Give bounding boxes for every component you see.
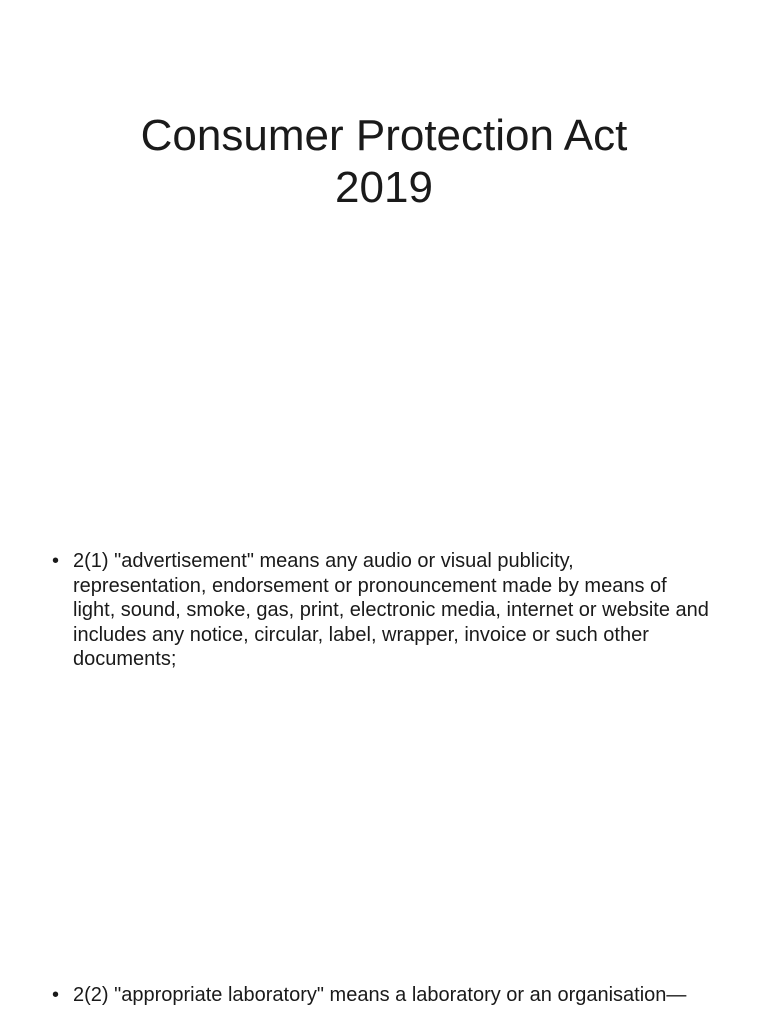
bullet-text-advertisement: 2(1) "advertisement" means any audio or visual publicity, representation, endorsement or pronouncement made by means of light, sound, smoke, gas, print, electronic media, internet or website and includes any notice, circular, label, wrapper, invoice or such other documents;	[73, 550, 709, 670]
slide-title	[0, 110, 768, 214]
title-line-1: Consumer Protection Act	[140, 111, 628, 160]
title-line-2: 2019	[335, 163, 433, 212]
bullet-text-appropriate-laboratory: 2(2) "appropriate laboratory" means a laboratory or an organisation—	[73, 984, 687, 1006]
bullet-marker: •	[52, 550, 60, 572]
bullet-list-2	[52, 983, 712, 1008]
bullet-list-1	[52, 549, 712, 672]
list-item	[52, 549, 712, 672]
bullet-marker: •	[52, 984, 60, 1006]
list-item	[52, 983, 712, 1008]
